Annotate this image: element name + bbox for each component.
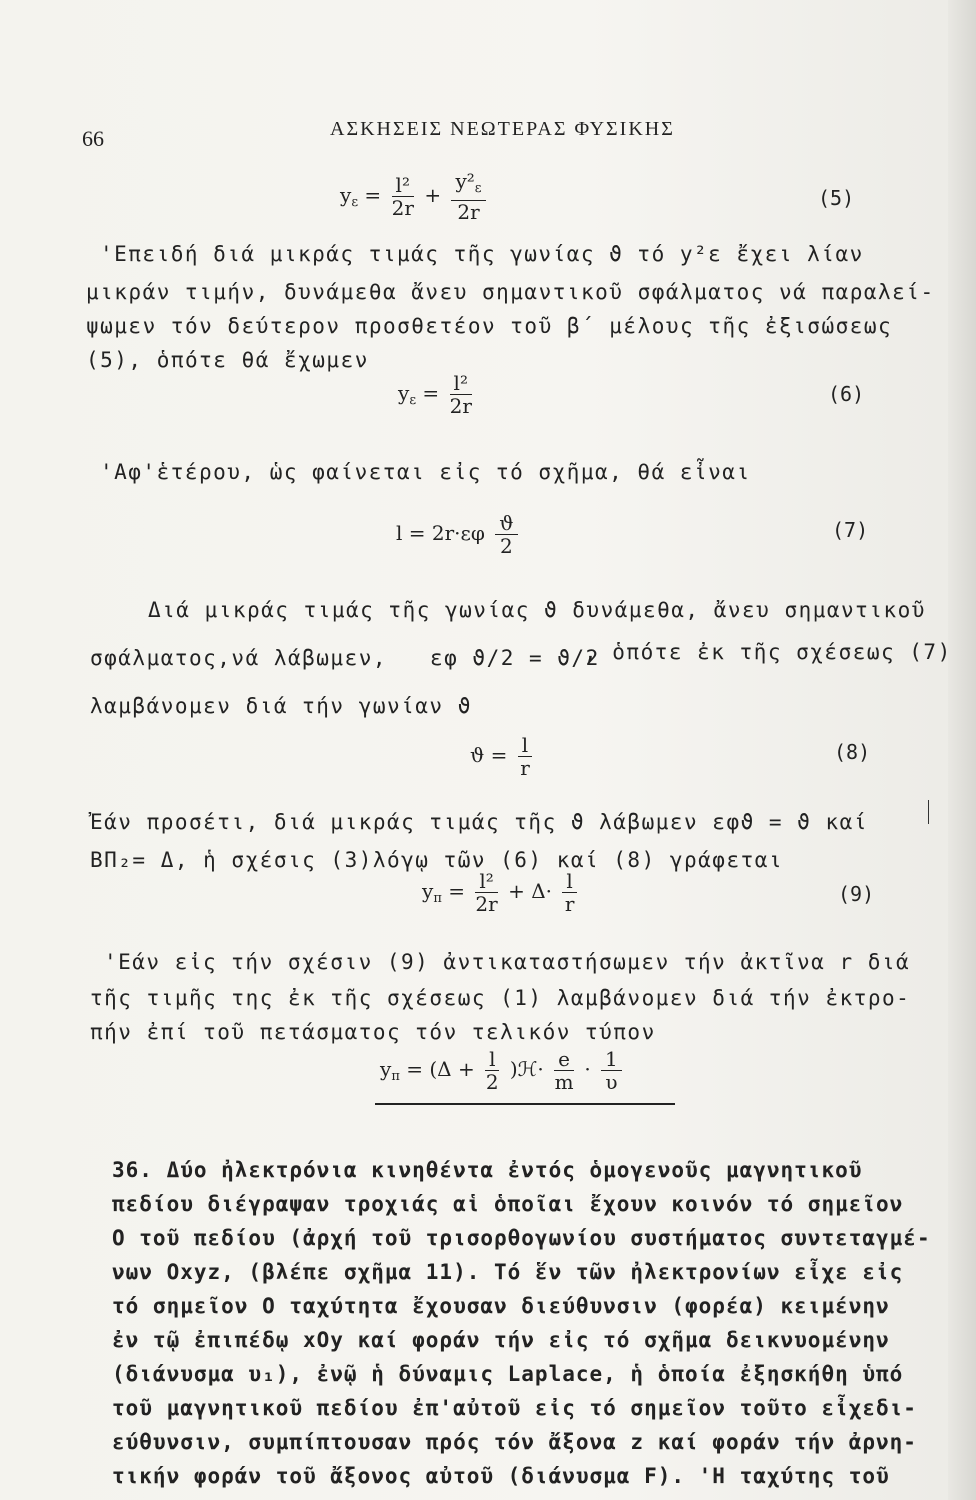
equation-8: ϑ = $\frac{l}{r}$ xyxy=(470,734,536,779)
text-line: μικράν τιμήν, δυνάμεθα ἄνευ σημαντικοῦ σφάλματος νά παραλεί- xyxy=(86,280,935,304)
text-line: πήν ἐπί τοῦ πετάσματος τόν τελικόν τύπον xyxy=(90,1020,656,1044)
equation-6-label: (6) xyxy=(828,382,865,406)
text-line: Διά μικράς τιμάς τῆς γωνίας ϑ δυνάμεθα, ἄνευ σημαντικοῦ xyxy=(148,598,926,622)
text-line: ψωμεν τόν δεύτερον προσθετέον τοῦ β΄ μέλους τῆς ἐξισώσεως xyxy=(86,314,893,338)
problem-line: (διάνυσμα υ₁), ἐνῷ ἡ δύναμις Laplace, ἡ ὁποία ἐξησκήθη ὑπό xyxy=(112,1362,904,1386)
equation-7-label: (7) xyxy=(832,518,869,542)
problem-line: τοῦ μαγνητικοῦ πεδίου ἐπ'αὐτοῦ εἰς τό σημεῖον τοῦτο εἶχεδι- xyxy=(112,1396,917,1420)
text-line: σφάλματος,νά λάβωμεν, xyxy=(90,646,388,670)
text-line: λαμβάνομεν διά τήν γωνίαν ϑ xyxy=(90,694,472,718)
problem-line: τικήν φοράν τοῦ ἄξονος αὐτοῦ (διάνυσμα F). 'Η ταχύτης τοῦ xyxy=(112,1464,890,1488)
text-line-equation: εφ ϑ/2 = ϑ/2 xyxy=(430,646,600,670)
margin-mark xyxy=(928,800,929,824)
problem-line: 36. Δύο ἠλεκτρόνια κινηθέντα ἐντός ὁμογενοῦς μαγνητικοῦ xyxy=(112,1158,863,1182)
problem-line: ἐν τῷ ἐπιπέδῳ xOy καί φοράν τήν εἰς τό σχῆμα δεικνυομένην xyxy=(112,1328,890,1352)
final-formula: $y_\pi = (\Delta$ + $\frac{l}{2}$ )ℋ· $\frac{e}{m}$ · $\frac{1}{\upsilon}$ xyxy=(380,1048,626,1093)
text-line: τῆς τιμῆς της ἐκ τῆς σχέσεως (1) λαμβάνομεν διά τήν ἐκτρο- xyxy=(90,986,911,1010)
problem-line: νων Οxyz, (βλέπε σχῆμα 11). Τό ἕν τῶν ἠλεκτρονίων εἶχε εἰς xyxy=(112,1260,904,1284)
equation-5-label: (5) xyxy=(818,186,855,210)
text-line: 'Εάν εἰς τήν σχέσιν (9) ἀντικαταστήσωμεν τήν ἀκτῖνα r διά xyxy=(104,950,911,974)
text-line: 'Αφ'ἑτέρου, ὡς φαίνεται εἰς τό σχῆμα, θά εἶναι xyxy=(100,460,751,484)
problem-line: πεδίου διέγραψαν τροχιάς αἱ ὁποῖαι ἔχουν κοινόν τό σημεῖον xyxy=(112,1192,904,1216)
equation-7: l = 2r·εφ $\frac{ϑ}{2}$ xyxy=(396,512,522,557)
text-line: 'Επειδή διά μικράς τιμάς τῆς γωνίας ϑ τό y²ε ἔχει λίαν xyxy=(100,242,864,266)
text-line: , ὁπότε ἐκ τῆς σχέσεως (7) xyxy=(584,640,952,664)
equation-6: $y_\varepsilon$ = $\frac{\text{l²}}{2r}$ xyxy=(398,371,472,418)
equation-9-label: (9) xyxy=(838,882,875,906)
text-line: Ἐάν προσέτι, διά μικράς τιμάς τῆς ϑ λάβωμεν εφϑ = ϑ καί xyxy=(90,810,868,834)
formula-underline xyxy=(375,1103,675,1105)
equation-9: $y_\pi$ = $\frac{\text{l²}}{2r}$ + Δ· $\frac{l}{r}$ xyxy=(422,870,581,915)
running-title: ΑΣΚΗΣΕΙΣ ΝΕΩΤΕΡΑΣ ΦΥΣΙΚΗΣ xyxy=(330,118,675,140)
text-line: ΒΠ₂= Δ, ἡ σχέσις (3)λόγῳ τῶν (6) καί (8) γράφεται xyxy=(90,848,784,872)
page-edge-shadow xyxy=(948,0,976,1500)
text-line: (5), ὁπότε θά ἔχωμεν xyxy=(86,348,369,372)
problem-line: τό σημεῖον Ο ταχύτητα ἔχουσαν διεύθυνσιν (φορέα) κειμένην xyxy=(112,1294,890,1318)
equation-5: $y_\varepsilon$ = $\frac{\text{l²}}{2r}$ + $\frac{y^2_\varepsilon}{2r}$ xyxy=(340,170,490,223)
page-number: 66 xyxy=(82,126,104,151)
equation-8-label: (8) xyxy=(834,740,871,764)
problem-line: Ο τοῦ πεδίου (ἀρχή τοῦ τρισορθογωνίου συστήματος συντεταγμέ- xyxy=(112,1226,931,1250)
problem-line: εύθυνσιν, συμπίπτουσαν πρός τόν ἄξονα z καί φοράν τήν ἀρνη- xyxy=(112,1430,917,1454)
